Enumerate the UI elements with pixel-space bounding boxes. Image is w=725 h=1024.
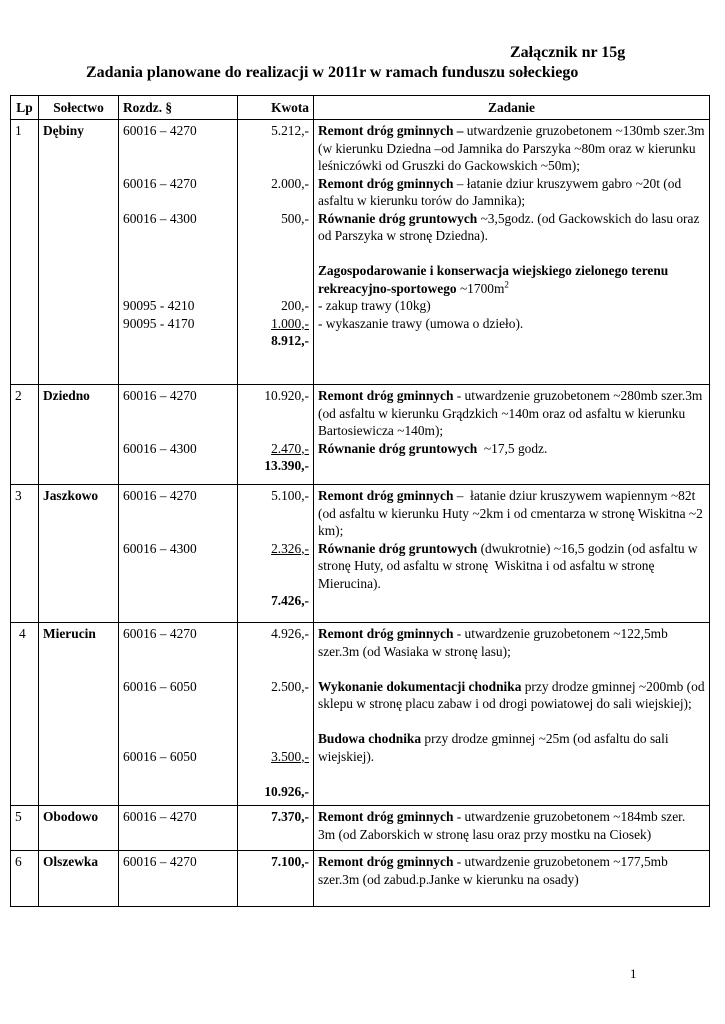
task: Remont dróg gminnych - utwardzenie gruzobetonem ~177,5mb szer.3m (od zabud.p.Janke w kierunku na osady) (318, 854, 668, 887)
task: Równanie dróg gruntowych ~17,5 godz. (318, 440, 548, 456)
row-zadanie (314, 851, 710, 907)
table-row (11, 485, 710, 623)
task: Remont dróg gminnych – łatanie dziur kruszywem wapiennym ~82t (od asfaltu w kierunku Huty ~2km i od cmentarza w stronę Wiskitna ~2 km); (318, 488, 707, 538)
row-kwota (238, 851, 314, 907)
header-zadanie: Zadanie (314, 96, 710, 120)
header-kwota: Kwota (238, 96, 314, 120)
row-solectwo: Dziedno (39, 385, 119, 485)
rozdz-code: 60016 – 4270 (123, 175, 197, 191)
task: Remont dróg gminnych – utwardzenie gruzobetonem ~130mb szer.3m (w kierunku Dziedna –od Jamnika do Parszyka ~80m oraz w kierunku leśniczówki od Gruszki do Gackowskich ~50m); (318, 123, 705, 173)
row-zadanie (314, 806, 710, 851)
table-header-row (11, 96, 710, 120)
rozdz-code: 60016 – 6050 (123, 748, 197, 764)
attachment-label: Załącznik nr 15g (510, 44, 626, 61)
row-solectwo: Jaszkowo (39, 485, 119, 623)
task: Budowa chodnika przy drodze gminnej ~25m (od asfaltu do sali wiejskiej). (318, 731, 669, 764)
row-zadanie (314, 120, 710, 385)
rozdz-code: 60016 – 4270 (123, 626, 197, 641)
table-row (11, 806, 710, 851)
rozdz-code: 60016 – 4270 (123, 388, 197, 403)
task: Równanie dróg gruntowych (dwukrotnie) ~16,5 godzin (od asfaltu w stronę Huty, od asfaltu w stronę Wiskitna i od asfaltu w stronę Mierucina). (318, 540, 701, 591)
rozdz-code: 60016 – 4270 (123, 488, 197, 503)
amount-total: 10.926,- (264, 783, 309, 799)
header-solectwo: Sołectwo (39, 96, 119, 120)
rozdz-code: 90095 - 4210 (123, 298, 195, 313)
row-rozdz (119, 120, 238, 385)
page-number: 1 (630, 966, 637, 981)
amount-total: 7.426,- (271, 593, 309, 608)
row-zadanie (314, 385, 710, 485)
row-kwota (238, 385, 314, 485)
row-solectwo: Dębiny (39, 120, 119, 385)
amount: 200,- (281, 298, 309, 313)
row-lp: 1 (11, 120, 39, 385)
task: Remont dróg gminnych - utwardzenie gruzobetonem ~280mb szer.3m (od asfaltu w kierunku Grądzkich ~140m oraz od asfaltu w kierunku Bartosiewicza ~140m); (318, 388, 703, 438)
rozdz-code: 60016 – 4300 (123, 440, 197, 456)
row-rozdz (119, 385, 238, 485)
row-zadanie (314, 623, 710, 806)
row-lp: 6 (11, 851, 39, 907)
tasks-table (10, 95, 710, 907)
header-lp: Lp (11, 96, 39, 120)
amount: 2.470,- (271, 440, 309, 456)
row-kwota (238, 120, 314, 385)
document-title: Zadania planowane do realizacji w 2011r w ramach funduszu sołeckiego (86, 64, 579, 81)
row-rozdz (119, 851, 238, 907)
row-rozdz (119, 806, 238, 851)
row-kwota (238, 806, 314, 851)
row-rozdz (119, 485, 238, 623)
row-lp: 3 (11, 485, 39, 623)
table-row (11, 623, 710, 806)
amount: 2.500,- (271, 678, 309, 694)
amount: 1.000,- (271, 315, 309, 331)
amount-total: 8.912,- (271, 333, 309, 348)
table-row (11, 385, 710, 485)
amount: 4.926,- (271, 626, 309, 641)
rozdz-code: 60016 – 4300 (123, 210, 197, 226)
rozdz-code: 60016 – 4300 (123, 540, 197, 556)
table-row (11, 851, 710, 907)
rozdz-code: 60016 – 4270 (123, 854, 197, 869)
amount-total: 7.370,- (271, 809, 309, 824)
task: Równanie dróg gruntowych ~3,5godz. (od Gackowskich do lasu oraz od Parszyka w stronę Dziedna). (318, 210, 700, 243)
amount-total: 7.100,- (271, 854, 309, 869)
row-lp: 2 (11, 385, 39, 485)
amount: 10.920,- (264, 388, 309, 403)
amount: 2.326,- (271, 540, 309, 556)
amount: 500,- (281, 210, 309, 226)
amount-total: 13.390,- (264, 458, 309, 473)
rozdz-code: 90095 - 4170 (123, 315, 195, 331)
task: Remont dróg gminnych – łatanie dziur kruszywem gabro ~20t (od asfaltu w kierunku torów do Jamnika); (318, 175, 682, 208)
task: Wykonanie dokumentacji chodnika przy drodze gminnej ~200mb (od sklepu w stronę placu zabaw i od drogi powiatowej do sali wiejskiej); (318, 678, 705, 711)
row-lp: 5 (11, 806, 39, 851)
amount: 3.500,- (271, 748, 309, 764)
amount: 5.212,- (271, 123, 309, 138)
row-lp: 4 (11, 623, 39, 806)
amount: 5.100,- (271, 488, 309, 503)
row-kwota (238, 623, 314, 806)
rozdz-code: 60016 – 6050 (123, 678, 197, 694)
table-row (11, 120, 710, 385)
task: - zakup trawy (10kg) (318, 298, 431, 313)
row-solectwo: Obodowo (39, 806, 119, 851)
row-solectwo: Olszewka (39, 851, 119, 907)
amount: 2.000,- (271, 175, 309, 191)
task: Remont dróg gminnych - utwardzenie gruzobetonem ~122,5mb szer.3m (od Wasiaka w stronę lasu); (318, 626, 668, 659)
row-rozdz (119, 623, 238, 806)
header-rozdz: Rozdz. § (119, 96, 238, 120)
task: Remont dróg gminnych - utwardzenie gruzobetonem ~184mb szer. 3m (od Zaborskich w stronę lasu oraz przy mostku na Ciosek) (318, 809, 686, 842)
row-solectwo: Mierucin (39, 623, 119, 806)
row-kwota (238, 485, 314, 623)
rozdz-code: 60016 – 4270 (123, 809, 197, 824)
rozdz-code: 60016 – 4270 (123, 123, 197, 138)
task: - wykaszanie trawy (umowa o dzieło). (318, 315, 524, 331)
row-zadanie (314, 485, 710, 623)
task: Zagospodarowanie i konserwacja wiejskiego zielonego terenu rekreacyjno-sportowego $\sim 1700m^2$ (318, 263, 669, 296)
